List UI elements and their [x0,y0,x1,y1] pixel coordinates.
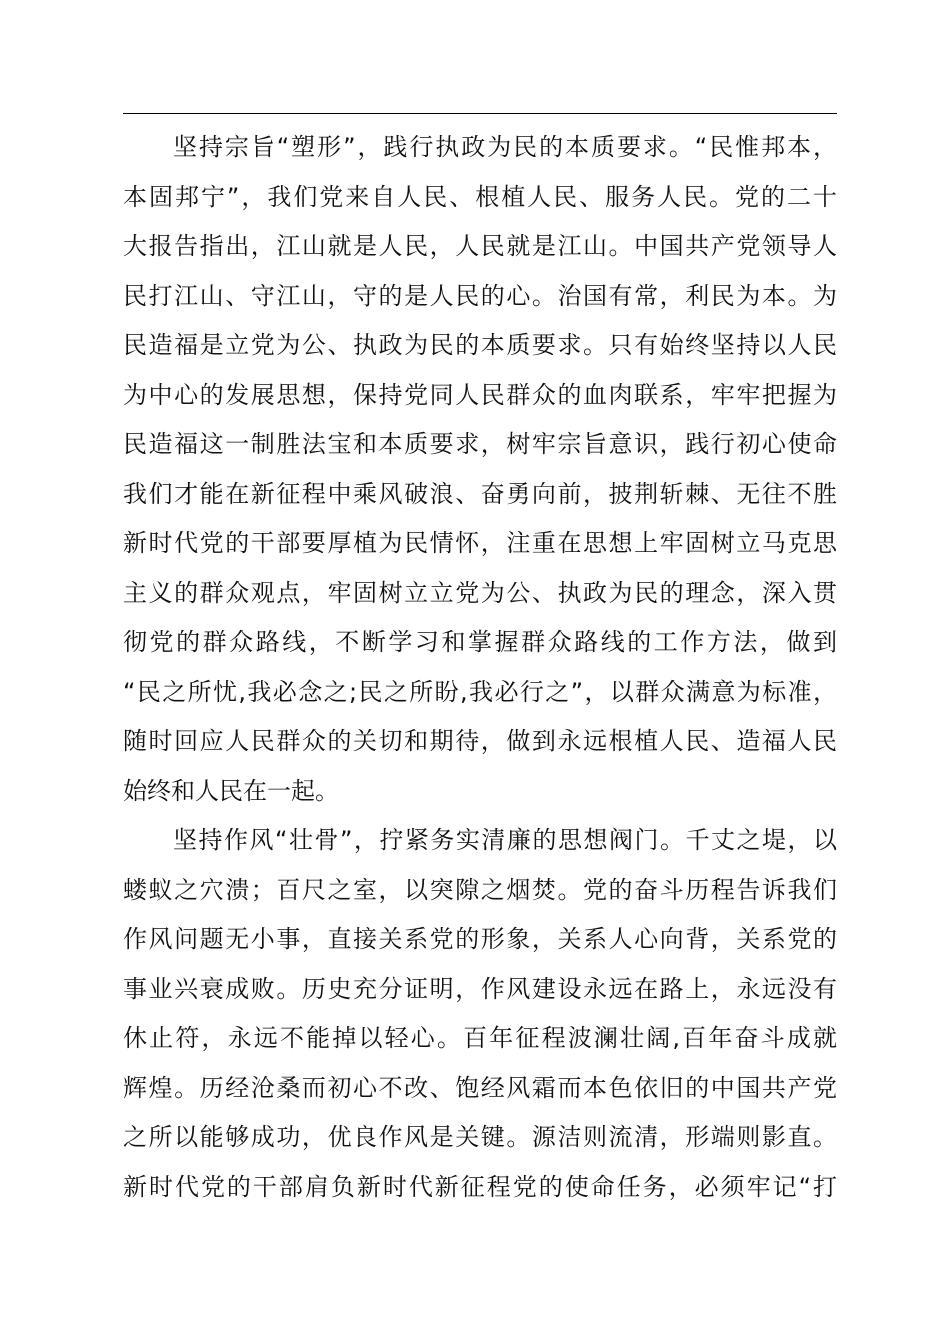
text-line: 坚持作风“壮骨”，拧紧务实清廉的思想阀门。千丈之堤，以 [173,826,837,854]
text-line: 事业兴衰成败。历史充分证明，作风建设永远在路上，永远没有 [123,975,837,1003]
text-line: 彻党的群众路线，不断学习和掌握群众路线的工作方法，做到 [123,628,837,656]
text-line: 辉煌。历经沧桑而初心不改、饱经风霜而本色依旧的中国共产党 [123,1074,837,1102]
text-line: 之所以能够成功，优良作风是关键。源洁则流清，形端则影直。 [123,1123,837,1151]
text-line: 民打江山、守江山，守的是人民的心。治国有常，利民为本。为 [123,282,837,310]
text-line: 休止符，永远不能掉以轻心。百年征程波澜壮阔,百年奋斗成就 [123,1024,837,1052]
text-line: 民造福是立党为公、执政为民的本质要求。只有始终坚持以人民 [123,331,837,359]
text-line: 民造福这一制胜法宝和本质要求，树牢宗旨意识，践行初心使命 [123,430,837,458]
text-line: 蝼蚁之穴溃；百尺之室，以突隙之烟焚。党的奋斗历程告诉我们 [123,876,837,904]
text-line: 作风问题无小事，直接关系党的形象，关系人心向背，关系党的 [123,925,837,953]
text-line: “民之所忧,我必念之;民之所盼,我必行之”，以群众满意为标准， [123,678,837,706]
text-line: 坚持宗旨“塑形”，践行执政为民的本质要求。“民惟邦本， [173,133,837,161]
text-line: 新时代党的干部肩负新时代新征程党的使命任务，必须牢记“打 [123,1173,837,1201]
text-line: 大报告指出，江山就是人民，人民就是江山。中国共产党领导人 [123,232,837,260]
text-line: 本固邦宁”，我们党来自人民、根植人民、服务人民。党的二十 [123,183,837,211]
text-line: 始终和人民在一起。 [123,777,339,805]
text-line: 主义的群众观点，牢固树立立党为公、执政为民的理念，深入贯 [123,579,837,607]
text-line: 新时代党的干部要厚植为民情怀，注重在思想上牢固树立马克思 [123,529,837,557]
text-line: 随时回应人民群众的关切和期待，做到永远根植人民、造福人民 [123,727,837,755]
header-rule [123,113,837,114]
text-line: 我们才能在新征程中乘风破浪、奋勇向前，披荆斩棘、无往不胜 [123,480,837,508]
text-line: 为中心的发展思想，保持党同人民群众的血肉联系，牢牢把握为 [123,381,837,409]
